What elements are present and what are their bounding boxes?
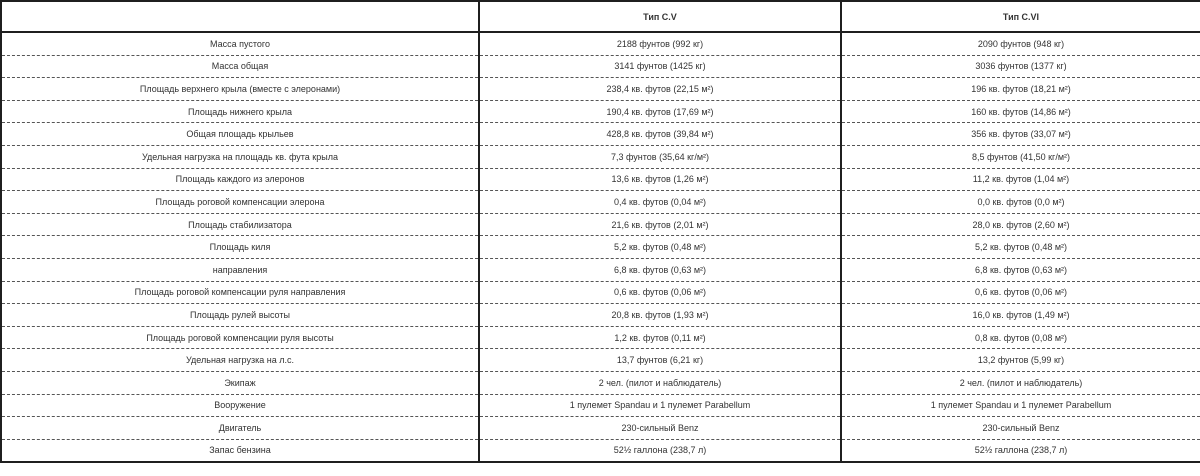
cell-parameter: Масса общая (1, 55, 479, 78)
table-row (1, 168, 1200, 191)
cell-type-cvi: 2 чел. (пилот и наблюдатель) (841, 371, 1200, 394)
cell-type-cvi: 356 кв. футов (33,07 м²) (841, 123, 1200, 146)
cell-parameter: Площадь каждого из элеронов (1, 168, 479, 191)
table-row (1, 78, 1200, 101)
cell-parameter: Площадь роговой компенсации элерона (1, 191, 479, 214)
header-row (1, 1, 1200, 32)
header-type-cvi: Тип C.VI (841, 1, 1200, 32)
cell-parameter: Вооружение (1, 394, 479, 417)
table-row (1, 417, 1200, 440)
cell-parameter: Экипаж (1, 371, 479, 394)
cell-type-cv: 0,6 кв. футов (0,06 м²) (479, 281, 841, 304)
cell-type-cvi: 6,8 кв. футов (0,63 м²) (841, 258, 1200, 281)
cell-type-cv: 6,8 кв. футов (0,63 м²) (479, 258, 841, 281)
cell-parameter: Двигатель (1, 417, 479, 440)
cell-parameter: Площадь нижнего крыла (1, 100, 479, 123)
table-row (1, 32, 1200, 55)
cell-type-cv: 5,2 кв. футов (0,48 м²) (479, 236, 841, 259)
cell-type-cvi: 13,2 фунтов (5,99 кг) (841, 349, 1200, 372)
cell-type-cvi: 8,5 фунтов (41,50 кг/м²) (841, 145, 1200, 168)
table-body (1, 32, 1200, 462)
cell-parameter: Площадь рулей высоты (1, 304, 479, 327)
table-row (1, 145, 1200, 168)
header-parameter (1, 1, 479, 32)
cell-type-cvi: 0,8 кв. футов (0,08 м²) (841, 326, 1200, 349)
table-row (1, 55, 1200, 78)
cell-type-cvi: 16,0 кв. футов (1,49 м²) (841, 304, 1200, 327)
cell-parameter: Площадь киля (1, 236, 479, 259)
cell-type-cv: 2188 фунтов (992 кг) (479, 32, 841, 55)
table-row (1, 304, 1200, 327)
cell-type-cvi: 230-сильный Benz (841, 417, 1200, 440)
cell-type-cv: 13,7 фунтов (6,21 кг) (479, 349, 841, 372)
table-row (1, 236, 1200, 259)
cell-type-cvi: 52½ галлона (238,7 л) (841, 439, 1200, 462)
cell-type-cv: 238,4 кв. футов (22,15 м²) (479, 78, 841, 101)
cell-type-cv: 21,6 кв. футов (2,01 м²) (479, 213, 841, 236)
table-header (1, 1, 1200, 32)
table-row (1, 371, 1200, 394)
cell-type-cv: 1 пулемет Spandau и 1 пулемет Parabellum (479, 394, 841, 417)
cell-parameter: направления (1, 258, 479, 281)
cell-type-cvi: 3036 фунтов (1377 кг) (841, 55, 1200, 78)
cell-parameter: Удельная нагрузка на л.с. (1, 349, 479, 372)
cell-type-cvi: 28,0 кв. футов (2,60 м²) (841, 213, 1200, 236)
table-row (1, 213, 1200, 236)
table-row (1, 326, 1200, 349)
table-row (1, 123, 1200, 146)
cell-type-cvi: 0,0 кв. футов (0,0 м²) (841, 191, 1200, 214)
cell-parameter: Площадь верхнего крыла (вместе с элеронами) (1, 78, 479, 101)
cell-type-cvi: 11,2 кв. футов (1,04 м²) (841, 168, 1200, 191)
cell-type-cv: 13,6 кв. футов (1,26 м²) (479, 168, 841, 191)
cell-type-cv: 0,4 кв. футов (0,04 м²) (479, 191, 841, 214)
table-row (1, 394, 1200, 417)
table-row (1, 191, 1200, 214)
table-row (1, 100, 1200, 123)
cell-type-cvi: 1 пулемет Spandau и 1 пулемет Parabellum (841, 394, 1200, 417)
header-type-cv: Тип C.V (479, 1, 841, 32)
cell-type-cvi: 0,6 кв. футов (0,06 м²) (841, 281, 1200, 304)
cell-type-cv: 230-сильный Benz (479, 417, 841, 440)
cell-type-cv: 3141 фунтов (1425 кг) (479, 55, 841, 78)
cell-type-cv: 1,2 кв. футов (0,11 м²) (479, 326, 841, 349)
table-row (1, 439, 1200, 462)
table-row (1, 258, 1200, 281)
cell-type-cvi: 196 кв. футов (18,21 м²) (841, 78, 1200, 101)
cell-parameter: Масса пустого (1, 32, 479, 55)
cell-type-cv: 428,8 кв. футов (39,84 м²) (479, 123, 841, 146)
cell-parameter: Площадь стабилизатора (1, 213, 479, 236)
cell-type-cvi: 160 кв. футов (14,86 м²) (841, 100, 1200, 123)
cell-type-cv: 190,4 кв. футов (17,69 м²) (479, 100, 841, 123)
cell-parameter: Площадь роговой компенсации руля высоты (1, 326, 479, 349)
cell-parameter: Общая площадь крыльев (1, 123, 479, 146)
cell-type-cv: 20,8 кв. футов (1,93 м²) (479, 304, 841, 327)
cell-type-cv: 52½ галлона (238,7 л) (479, 439, 841, 462)
cell-type-cv: 7,3 фунтов (35,64 кг/м²) (479, 145, 841, 168)
table-row (1, 281, 1200, 304)
cell-parameter: Удельная нагрузка на площадь кв. фута крыла (1, 145, 479, 168)
cell-type-cv: 2 чел. (пилот и наблюдатель) (479, 371, 841, 394)
cell-parameter: Запас бензина (1, 439, 479, 462)
cell-type-cvi: 5,2 кв. футов (0,48 м²) (841, 236, 1200, 259)
table-row (1, 349, 1200, 372)
cell-parameter: Площадь роговой компенсации руля направления (1, 281, 479, 304)
cell-type-cvi: 2090 фунтов (948 кг) (841, 32, 1200, 55)
